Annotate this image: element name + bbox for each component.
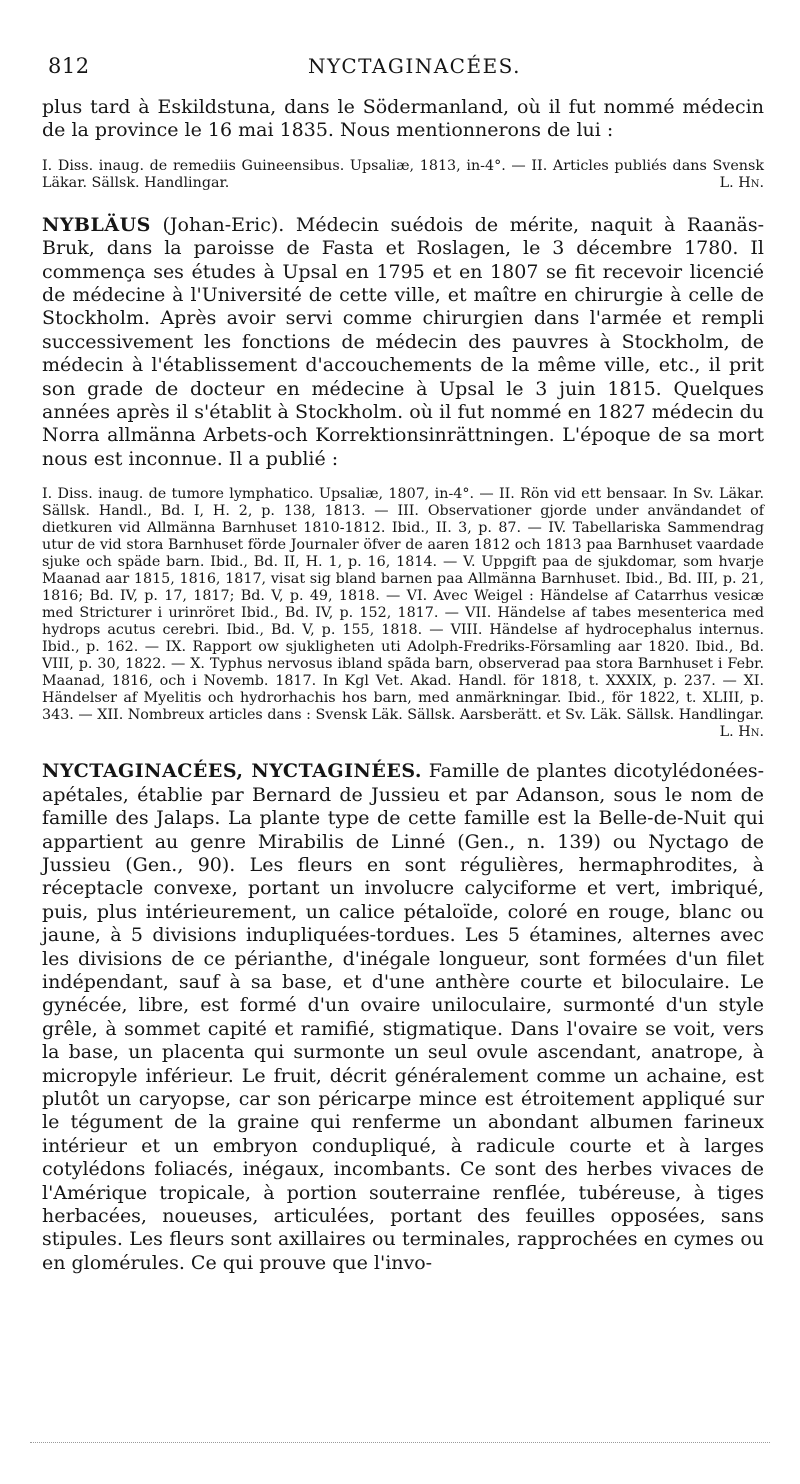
entry-text: Famille de plantes dicotylédonées-apétales, établie par Bernard de Jussieu et par Adanson, sous le nom de famille des Jalaps. La plante type de cette famille est la Belle-de-Nuit qui appartient au genre Mirabilis de Linné (Gen., n. 139) ou Nyctago de Jussieu (Gen., 90). Les fleurs en sont régulières, hermaphrodites, à réceptacle convexe, portant un involucre calyciforme et vert, imbriqué, puis, plus intérieurement, un calice pétaloïde, coloré en rouge, blanc ou jaune, à 5 divisions indupliquées-tordues. Les 5 étamines, alternes avec les divisions de ce périanthe, d'inégale longueur, sont formées d'un filet indépendant, sauf à sa base, et d'une anthère courte et biloculaire. Le gynécée, libre, est formé d'un ovaire uniloculaire, surmonté d'un style grêle, à sommet capité et ramifié, stigmatique. Dans l'ovaire se voit, vers la base, un placenta qui surmonte un seul ovule ascendant, anatrope, à micropyle inférieur. Le fruit, décrit généralement comme un achaine, est plutôt un caryopse, car son péricarpe mince est étroitement appliqué sur le tégument de la graine qui renferme un abondant albumen farineux intérieur et un embryon condupliqué, à radicule courte et à larges cotylédons foliacés, inégaux, incombants. Ce sont des herbes vivaces de l'Amérique tropicale, à portion souterraine renflée, tubéreuse, à tiges herbacées, noueuses, articulées, portant des feuilles opposées, sans stipules. Les fleurs sont axillaires ou terminales, rapprochées en cymes ou en glomérules. Ce qui prouve que l'invo- <box>42 760 764 1274</box>
page-body <box>42 96 764 1275</box>
references-text: I. Diss. inaug. de tumore lymphatico. Upsaliæ, 1807, in-4°. — II. Rön vid ett bensaar. In Sv. Läkar. Sällsk. Handl., Bd. I, H. 2, p. 138, 1813. — III. Observationer gjorde under användandet of dietkuren vid Allmänna Barnhuset 1810-1812. Ibid., II. 3, p. 87. — IV. Tabellariska Sammendrag utur de vid stora Barnhuset förde Journaler öfver de aaren 1812 och 1813 paa Barnhuset vaardade sjuke och späde barn. Ibid., Bd. II, H. 1, p. 16, 1814. — V. Uppgift paa de sjukdomar, som hvarje Maanad aar 1815, 1816, 1817, visat sig bland barnen paa Allmänna Barnhuset. Ibid., Bd. III, p. 21, 1816; Bd. IV, p. 17, 1817; Bd. V, p. 49, 1818. — VI. Avec Weigel : Händelse af Catarrhus vesicæ med Stricturer i urinröret Ibid., Bd. IV, p. 152, 1817. — VII. Händelse af tabes mesenterica med hydrops acutus cerebri. Ibid., Bd. V, p. 155, 1818. — VIII. Händelse af hydrocephalus internus. Ibid., p. 162. — IX. Rapport ow sjukligheten uti Adolph-Fredriks-Församling aar 1820. Ibid., Bd. VIII, p. 30, 1822. — X. Typhus nervosus ibland spãda barn, observerad paa stora Barnhuset i Febr. Maanad, 1816, och i Novemb. 1817. In Kgl Vet. Akad. Handl. för 1818, t. XXXIX, p. 237. — XI. Händelser af Myelitis och hydrorhachis hos barn, med anmärkningar. Ibid., för 1822, t. XLIII, p. 343. — XII. Nombreux articles dans : Svensk Läk. Sällsk. Aarsberätt. et Sv. Läk. Sällsk. Handlingar. <box>42 486 764 724</box>
paragraph-continuation: plus tard à Eskildstuna, dans le Södermanland, où il fut nommé médecin de la province le 16 mai 1835. Nous mentionnerons de lui : <box>42 96 764 142</box>
author-signature: L. Hn. <box>719 174 764 191</box>
entry-headword: NYCTAGINACÉES, NYCTAGINÉES. <box>42 760 422 783</box>
page-number: 812 <box>48 54 90 78</box>
entry-headword: NYBLÄUS <box>42 213 151 236</box>
page-header <box>48 54 762 84</box>
references-text: I. Diss. inaug. de remediis Guineensibus. Upsaliæ, 1813, in-4°. — II. Articles publiés dans Svensk Läkar. Sällsk. Handlingar. <box>42 157 764 191</box>
references-block <box>42 158 764 192</box>
running-title: NYCTAGINACÉES. <box>308 54 522 78</box>
entry-nyctaginacees <box>42 760 764 1275</box>
author-signature: L. Hn. <box>719 724 764 741</box>
entry-nyblaus <box>42 214 764 471</box>
references-block <box>42 486 764 741</box>
entry-text: (Johan-Eric). Médecin suédois de mérite, naquit à Raanäs-Bruk, dans la paroisse de Fasta et Roslagen, le 3 décembre 1780. Il commença ses études à Upsal en 1795 et en 1807 se fit recevoir licencié de médecine à l'Université de cette ville, et maître en chirurgie à celle de Stockholm. Après avoir servi comme chirurgien dans l'armée et rempli successivement les fonctions de médecin des pauvres à Stockholm, de médecin à l'établissement d'accouchements de la même ville, etc., il prit son grade de docteur en médecine à Upsal le 3 juin 1815. Quelques années après il s'établit à Stockholm. où il fut nommé en 1827 médecin du Norra allmänna Arbets-och Korrektionsinrättningen. L'époque de sa mort nous est inconnue. Il a publié : <box>42 213 764 470</box>
bottom-rule <box>30 1442 770 1443</box>
